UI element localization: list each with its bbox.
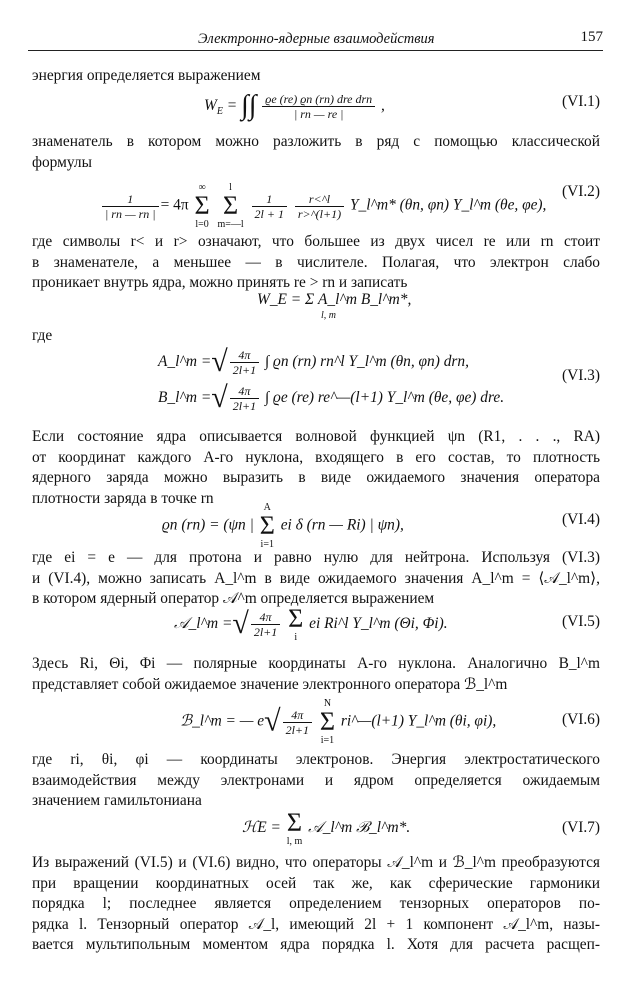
equation-vi-2 [32,172,600,230]
equation-vi-5 [32,604,600,644]
equation-vi-7 [32,810,600,850]
text-line: в знаменателе, а меньшее — в числителе. Полагая, что электрон слабо [32,253,600,271]
formula: B_l^m =√ $\frac{4\pi}{2l+1}$ ∫ ϱe (re) re^—(l+1) Y_l^m (θe, φe) dre. [158,381,505,415]
equation-label: (VI.4) [561,511,600,528]
paragraph-7 [32,654,600,695]
text-line: где [32,327,53,344]
paragraph-5 [32,427,600,509]
text-line: где ri, θi, φi — координаты электронов. Энергия электростатического [32,751,600,768]
equation-we [32,290,600,320]
text-line: проникает внутрь ядра, можно принять re > rn и записать [32,274,408,292]
text-line: в котором ядерный оператор 𝒜^m определяется выражением [32,590,435,608]
equation-vi-6 [32,694,600,744]
formula: A_l^m =√ $\frac{4\pi}{2l+1}$ ∫ ϱn (rn) rn^l Y_l^m (θn, φn) drn, [158,345,469,379]
formula: ℋE = Σ l, m 𝒜_l^m ℬ_l^m*. [242,808,411,847]
equation-label: (VI.7) [561,819,600,836]
formula: ℬ_l^m = — e√ $\frac{4\pi}{2l+1}$ N Σ i=1 ri^—(l+1) Y_l^m (θi, φi), [180,698,497,746]
text-line: при вращении координатных осей так же, как сферические гармоники [32,874,600,892]
equation-label: (VI.1) [561,93,600,110]
text-line: энергия определяется выражением [32,67,261,84]
text-line: Если состояние ядра описывается волновой функцией ψn (R1, . . ., RA) [32,428,600,445]
paragraph-2 [32,132,600,173]
paragraph-9 [32,853,600,956]
text-line: значением гамильтониана [32,792,202,810]
paragraph-3 [32,232,600,294]
equation-label: (VI.5) [561,613,600,630]
text-line: формулы [32,153,92,171]
text-line: ядерного заряда можно выразить в виде ожидаемого значения оператора [32,469,600,487]
text-line: знаменатель в котором можно разложить в ряд с помощью классической [32,133,600,150]
text-line: и (VI.4), можно записать A_l^m в виде ожидаемого значения A_l^m = ⟨𝒜_l^m⟩, [32,569,600,587]
text-line: плотности заряда в точке rn [32,489,214,507]
text-line: Из выражений (VI.5) и (VI.6) видно, что операторы 𝒜_l^m и ℬ_l^m преобразуются [32,854,600,871]
equation-vi-1 [32,92,600,122]
text-line: где ei = e — для протона и равно нулю для нейтрона. Используя (VI.3) [32,549,600,566]
page-number: 157 [580,29,603,45]
header-title: Электронно-ядерные взаимодействия [198,31,435,47]
text-line: взаимодействия между электронами и ядром определяется ожидаемым [32,771,600,789]
equation-label: (VI.2) [561,183,600,200]
formula: ϱn (rn) = (ψn | A Σ i=1 ei δ (rn — Ri) | ψn), [162,502,404,550]
equation-label: (VI.6) [561,711,600,728]
text-line: вается мультипольным моментом ядра порядка l. Хотя для расчета расщеп- [32,936,600,954]
equation-vi-3b [32,367,600,420]
equation-vi-4 [32,500,600,550]
paragraph-1 [32,66,600,87]
text-line: где символы r< и r> означают, что большее из двух чисел re или rn стоит [32,233,600,250]
paragraph-8 [32,750,600,812]
formula: $\frac{1}{| rn — rn |}$ = 4π ∞ Σ l=0 l Σ m=—l $\frac{1}{2l + 1}$ $\frac{r<\^{}l}{r>\^{}(l+1)}$ Y_l^m* (θn, φn) Y_l^m (θe, φe), [100,182,546,230]
formula: 𝒜_l^m =√ $\frac{4\pi}{2l+1}$ Σ i ei Ri^l Y_l^m (Θi, Φi). [174,604,448,643]
formula: $W_E$ = ∫∫ $\frac{\text{ϱe (re) ϱn (rn) dre drn}}{| rn — re |}$ , [204,90,385,122]
formula: W_E = Σ A_l^m B_l^m*, l, m [257,291,412,321]
running-header [28,28,603,51]
text-line: порядка l; последнее является определением тензорных операторов по- [32,895,600,913]
paragraph-6 [32,548,600,610]
equation-vi-3a [32,342,600,382]
text-line: представляет собой ожидаемое значение электронного оператора ℬ_l^m [32,675,508,693]
equation-label: (VI.3) [561,367,600,384]
text-line: от координат каждого A-го нуклона, входящего в его состав, то плотность [32,448,600,466]
text-line: Здесь Ri, Θi, Φi — полярные координаты A-го нуклона. Аналогично B_l^m [32,655,600,672]
text-line: рядка l. Тензорный оператор 𝒜_l, имеющий 2l + 1 компонент 𝒜_l^m, назы- [32,915,600,933]
